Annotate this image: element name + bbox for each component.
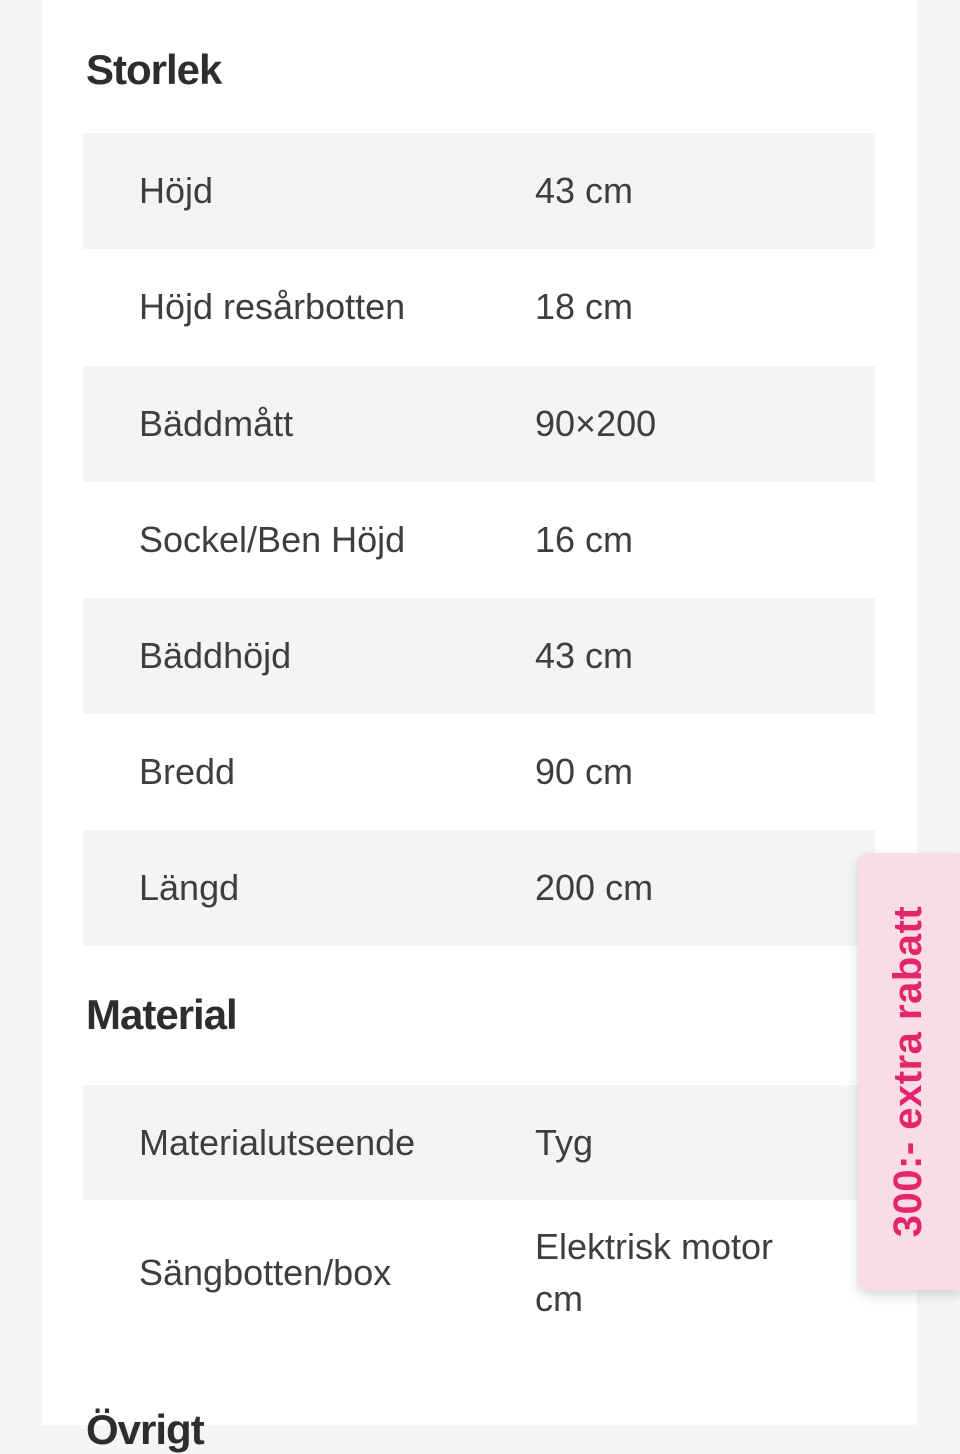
spec-row-bredd [83, 714, 875, 830]
spec-value: 16 cm [535, 519, 634, 561]
spec-label: Sängbotten/box [139, 1252, 392, 1294]
spec-value: 43 cm [535, 170, 634, 212]
section-title-ovrigt: Övrigt [86, 1406, 204, 1453]
discount-badge[interactable] [858, 853, 960, 1290]
spec-row-baddmatt [83, 366, 875, 482]
spec-label: Bredd [139, 751, 236, 793]
spec-label: Höjd resårbotten [139, 286, 406, 328]
spec-label: Bäddhöjd [139, 635, 292, 677]
spec-row-baddhojd [83, 598, 875, 714]
spec-label: Längd [139, 867, 240, 909]
spec-row-hojd-resarbotten [83, 249, 875, 365]
spec-label: Höjd [139, 170, 214, 212]
spec-value: Elektrisk motor cm [535, 1226, 774, 1319]
discount-badge-label: 300:- extra rabatt [886, 905, 931, 1238]
spec-row-hojd [83, 133, 875, 249]
spec-value: 18 cm [535, 286, 634, 328]
section-title-storlek: Storlek [86, 46, 222, 93]
spec-label: Materialutseende [139, 1121, 416, 1163]
spec-row-materialutseende [83, 1085, 875, 1200]
spec-value: 200 cm [535, 867, 654, 909]
spec-value: 90×200 [535, 403, 657, 445]
spec-label: Bäddmått [139, 403, 294, 445]
spec-value: Tyg [535, 1121, 594, 1163]
spec-label: Sockel/Ben Höjd [139, 519, 406, 561]
spec-value: 43 cm [535, 635, 634, 677]
spec-row-langd [83, 830, 875, 946]
spec-row-sangbotten-box [83, 1200, 875, 1346]
spec-value: 90 cm [535, 751, 634, 793]
spec-row-sockel-ben-hojd [83, 482, 875, 598]
section-title-material: Material [86, 991, 237, 1038]
